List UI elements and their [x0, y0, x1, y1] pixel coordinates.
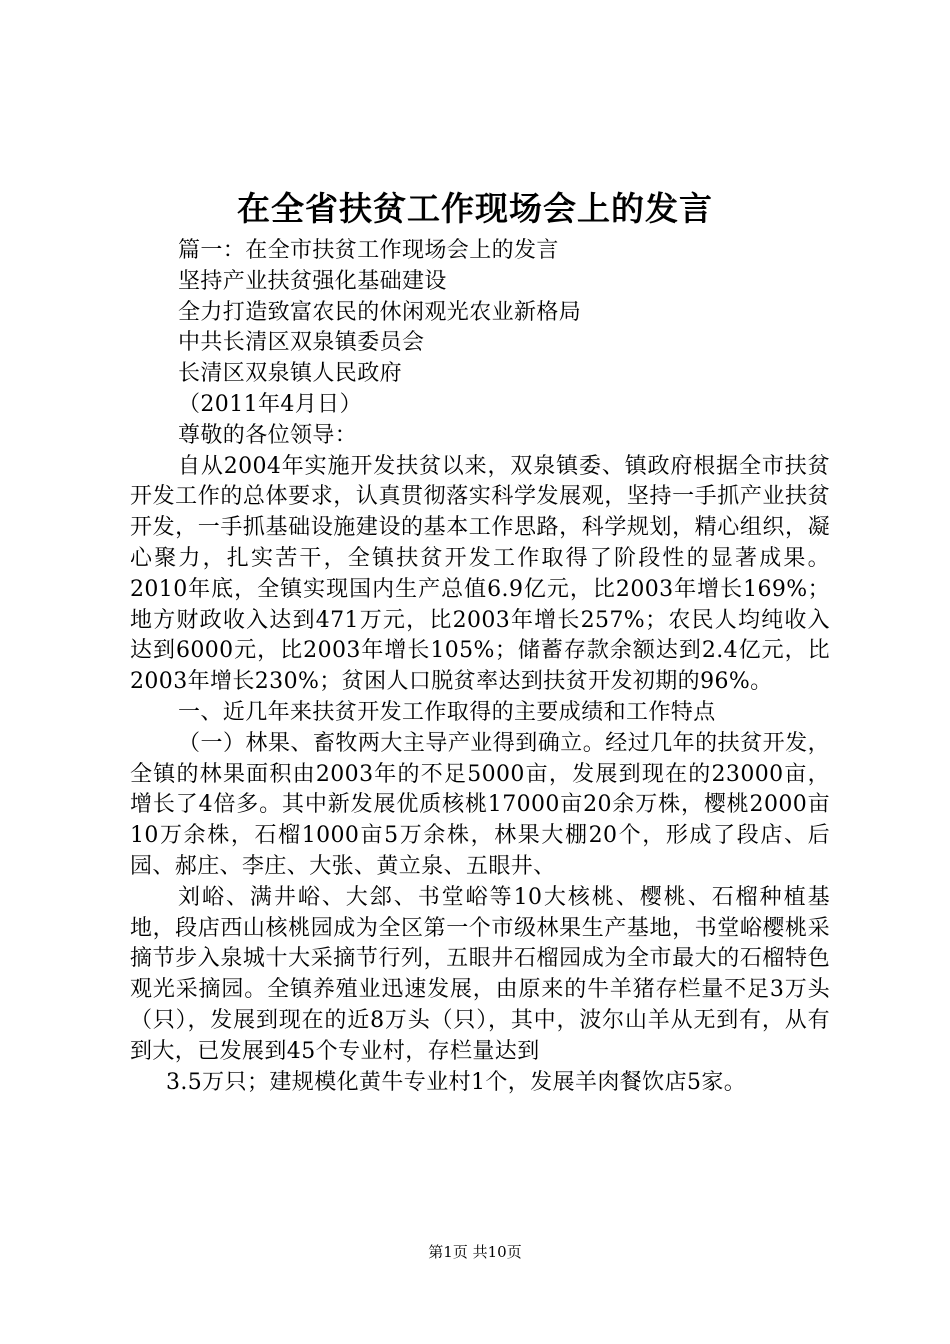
paragraph-bases: 刘峪、满井峪、大郐、书堂峪等10大核桃、樱桃、石榴种植基地，段店西山核桃园成为全区第一个市级林果生产基地，书堂峪樱桃采摘节步入泉城十大采摘节行列，五眼井石榴园成为全市最大的石榴特色观光采摘园。全镇养殖业迅速发展，由原来的牛羊猪存栏量不足3万头（只），发展到现在的近8万头（只），其中，波尔山羊从无到有，从有到大，已发展到45个专业村，存栏量达到 — [130, 884, 830, 1064]
paragraph-intro: 自从2004年实施开发扶贫以来，双泉镇委、镇政府根据全市扶贫开发工作的总体要求，认真贯彻落实科学发展观，坚持一手抓产业扶贫开发，一手抓基础设施建设的基本工作思路，科学规划，精心组织，凝心聚力，扎实苦干，全镇扶贫开发工作取得了阶段性的显著成果。2010年底，全镇实现国内生产总值6.9亿元，比2003年增长169%；地方财政收入达到471万元，比2003年增长257%；农民人均纯收入达到6000元，比2003年增长105%；储蓄存款余额达到2.4亿元，比2003年增长230%；贫困人口脱贫率达到扶贫开发初期的96%。 — [130, 453, 830, 695]
document-title: 在全省扶贫工作现场会上的发言 — [237, 189, 713, 228]
salutation: 尊敬的各位领导： — [178, 422, 358, 448]
heading-line-author-committee: 中共长清区双泉镇委员会 — [178, 330, 425, 356]
paragraph-forestry: （一）林果、畜牧两大主导产业得到确立。经过几年的扶贫开发，全镇的林果面积由2003年的不足5000亩，发展到现在的23000亩，增长了4倍多。其中新发展优质核桃17000亩20余万株，樱桃2000亩10万余株，石榴1000亩5万余株，林果大棚20个，形成了段店、后园、郝庄、李庄、大张、黄立泉、五眼井、 — [130, 730, 830, 879]
heading-line-subtitle-1: 坚持产业扶贫强化基础建设 — [178, 268, 447, 294]
section-heading: 一、近几年来扶贫开发工作取得的主要成绩和工作特点 — [178, 699, 716, 725]
document-body — [130, 236, 830, 1098]
heading-line-section-label: 篇一：在全市扶贫工作现场会上的发言 — [178, 238, 559, 263]
paragraph-livestock: 3.5万只；建规模化黄牛专业村1个，发展羊肉餐饮店5家。 — [166, 1069, 747, 1095]
heading-line-author-government: 长清区双泉镇人民政府 — [178, 361, 403, 387]
page-footer: 第1页 共10页 — [428, 1243, 522, 1261]
heading-line-subtitle-2: 全力打造致富农民的休闲观光农业新格局 — [178, 299, 582, 325]
heading-line-date: （2011年4月日） — [178, 391, 362, 417]
